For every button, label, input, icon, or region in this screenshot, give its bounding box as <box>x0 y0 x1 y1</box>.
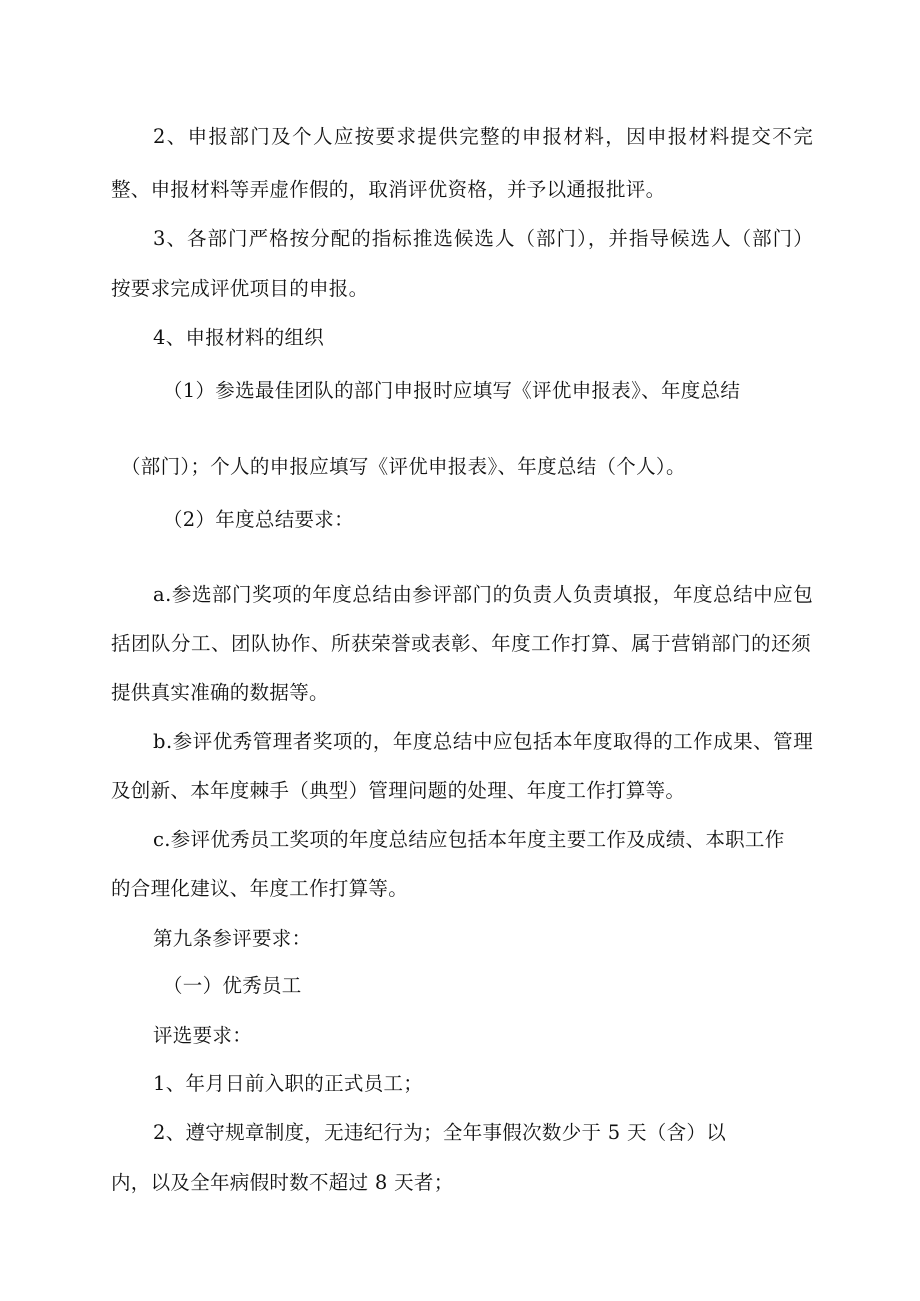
text-line-17: （一）优秀员工 <box>163 974 302 997</box>
text-line-19: 1、年月日前入职的正式员工； <box>153 1072 424 1095</box>
text-line-10: 括团队分工、团队协作、所获荣誉或表彰、年度工作打算、属于营销部门的还须 <box>111 632 812 655</box>
text-line-3: 3、各部门严格按分配的指标推选候选人（部门），并指导候选人（部门） <box>153 227 814 250</box>
text-line-20: 2、遵守规章制度，无违纪行为；全年事假次数少于 5 天（含）以 <box>153 1121 727 1144</box>
text-line-18: 评选要求： <box>153 1024 253 1047</box>
text-line-8: （2）年度总结要求： <box>163 508 354 531</box>
text-line-4: 按要求完成评优项目的申报。 <box>111 277 369 300</box>
text-line-2: 整、申报材料等弄虚作假的，取消评优资格，并予以通报批评。 <box>111 178 666 201</box>
text-line-6: （1）参选最佳团队的部门申报时应填写《评优申报表》、年度总结 <box>163 379 741 402</box>
text-line-14: c.参评优秀员工奖项的年度总结应包括本年度主要工作及成绩、本职工作 <box>153 828 785 851</box>
text-line-12: b.参评优秀管理者奖项的，年度总结中应包括本年度取得的工作成果、管理 <box>153 730 814 753</box>
text-line-15: 的合理化建议、年度工作打算等。 <box>111 877 409 900</box>
text-line-5: 4、申报材料的组织 <box>153 326 325 349</box>
text-line-21: 内，以及全年病假时数不超过 8 天者； <box>111 1171 454 1194</box>
text-line-7: （部门）；个人的申报应填写《评优申报表》、年度总结（个人）。 <box>121 455 686 478</box>
text-line-16: 第九条参评要求： <box>153 927 312 950</box>
text-line-9: a.参选部门奖项的年度总结由参评部门的负责人负责填报，年度总结中应包 <box>153 583 814 606</box>
text-line-13: 及创新、本年度棘手（典型）管理问题的处理、年度工作打算等。 <box>111 779 686 802</box>
text-line-1: 2、申报部门及个人应按要求提供完整的申报材料，因申报材料提交不完 <box>153 125 815 148</box>
text-line-11: 提供真实准确的数据等。 <box>111 681 329 704</box>
